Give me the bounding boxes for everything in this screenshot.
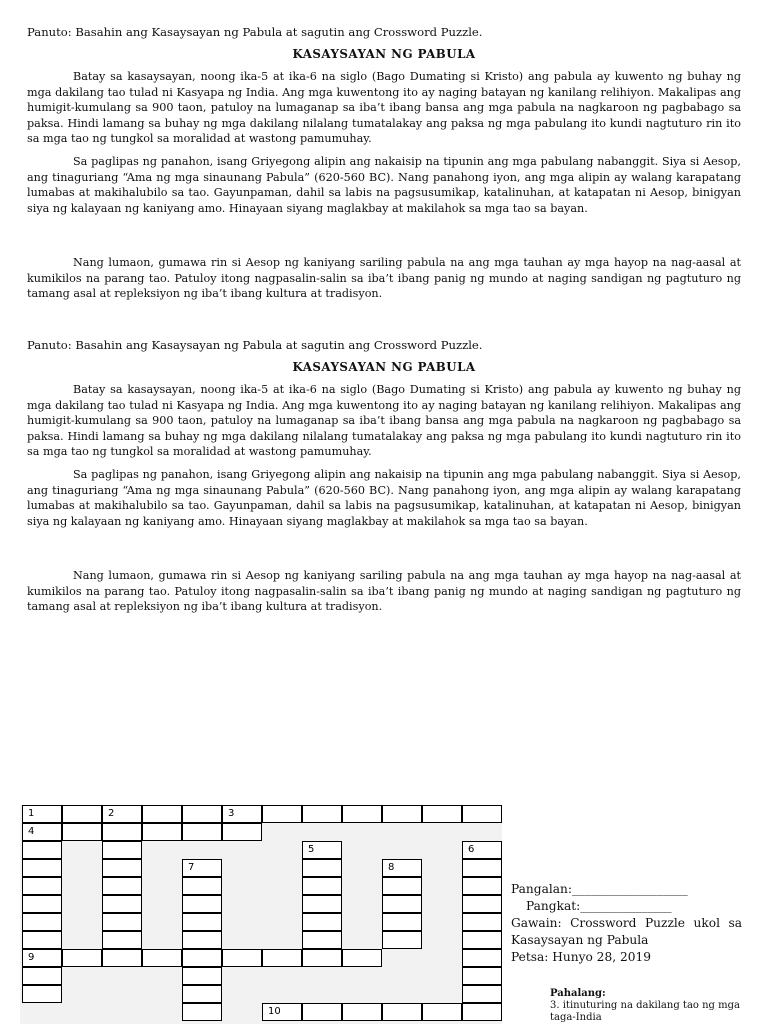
crossword-cell[interactable] bbox=[22, 823, 62, 841]
crossword-cell[interactable] bbox=[382, 913, 422, 931]
crossword-cell[interactable] bbox=[462, 805, 502, 823]
crossword-cell[interactable] bbox=[382, 877, 422, 895]
crossword-cell[interactable] bbox=[102, 913, 142, 931]
crossword-cell[interactable] bbox=[302, 1003, 342, 1021]
crossword-cell[interactable] bbox=[22, 913, 62, 931]
crossword-cell[interactable] bbox=[102, 895, 142, 913]
paragraph-1: Batay sa kasaysayan, noong ika-5 at ika-6 na siglo (Bago Dumating si Kristo) ang pabula ay kuwento ng buhay ng mga dakilang tao tulad ni Kasyapa ng India. Ang mga kuwentong ito ay naging batayan ng kanilang relihiyon. Makalipas ang humigit-kumulang sa 900 taon, patuloy na lumaganap sa iba’t ibang bansa ang mga pabula na nagkaroon ng pagbabago sa paksa. Hindi lamang sa buhay ng mga dakilang nilalang tumatalakay ang paksa ng mga pabulang ito kundi nagtuturo rin ito sa mga tao ng tungkol sa moralidad at wastong pamumuhay. bbox=[27, 70, 741, 146]
crossword-cell[interactable] bbox=[262, 1003, 302, 1021]
crossword-cell[interactable] bbox=[222, 823, 262, 841]
crossword-cell[interactable] bbox=[182, 949, 222, 967]
paragraph-2: Sa paglipas ng panahon, isang Griyegong alipin ang nakaisip na tipunin ang mga pabulang nabanggit. Siya si Aesop, ang tinaguriang “Ama ng mga sinaunang Pabula” (620-560 BC). Nang panahong iyon, ang mga alipin ay walang karapatang lumabas at makihalubilo sa tao. Gayunpaman, dahil sa labis na pagsusumikap, katalinuhan, at katapatan ni Aesop, binigyan siya ng kalayaan ng kaniyang amo. Hinayaan siyang maglakbay at makilahok sa mga tao sa bayan. bbox=[27, 468, 741, 528]
date-label: Petsa: Hunyo 28, 2019 bbox=[511, 950, 651, 964]
crossword-cell[interactable] bbox=[22, 967, 62, 985]
crossword-clue-number: 2 bbox=[108, 808, 115, 819]
crossword-cell[interactable] bbox=[342, 949, 382, 967]
crossword-cell[interactable] bbox=[102, 949, 142, 967]
crossword-clue-number: 1 bbox=[28, 808, 35, 819]
crossword-cell[interactable] bbox=[382, 895, 422, 913]
crossword-cell[interactable] bbox=[302, 913, 342, 931]
crossword-cell[interactable] bbox=[462, 985, 502, 1003]
reading-section-1 bbox=[27, 24, 741, 302]
crossword-cell[interactable] bbox=[302, 805, 342, 823]
crossword-cell[interactable] bbox=[102, 823, 142, 841]
crossword-cell[interactable] bbox=[62, 823, 102, 841]
crossword-cell[interactable] bbox=[462, 877, 502, 895]
crossword-clue-number: 9 bbox=[28, 952, 35, 963]
section-field-label[interactable]: Pangkat:_______________ bbox=[526, 899, 672, 913]
document-title: KASAYSAYAN NG PABULA bbox=[292, 360, 476, 374]
crossword-cell[interactable] bbox=[22, 895, 62, 913]
crossword-cell[interactable] bbox=[142, 805, 182, 823]
crossword-cell[interactable] bbox=[302, 949, 342, 967]
crossword-cell[interactable] bbox=[22, 859, 62, 877]
crossword-cell[interactable] bbox=[182, 895, 222, 913]
reading-section-2 bbox=[27, 337, 741, 615]
crossword-clue-number: 8 bbox=[388, 862, 395, 873]
crossword-cell[interactable] bbox=[342, 1003, 382, 1021]
crossword-cell[interactable] bbox=[22, 985, 62, 1003]
crossword-cell[interactable] bbox=[22, 805, 62, 823]
crossword-cell[interactable] bbox=[302, 877, 342, 895]
crossword-cell[interactable] bbox=[382, 805, 422, 823]
crossword-cell[interactable] bbox=[262, 805, 302, 823]
crossword-cell[interactable] bbox=[22, 877, 62, 895]
crossword-cell[interactable] bbox=[182, 805, 222, 823]
crossword-clue-number: 3 bbox=[228, 808, 235, 819]
crossword-cell[interactable] bbox=[302, 841, 342, 859]
crossword-cell[interactable] bbox=[182, 859, 222, 877]
crossword-cell[interactable] bbox=[102, 841, 142, 859]
crossword-cell[interactable] bbox=[262, 949, 302, 967]
crossword-cell[interactable] bbox=[182, 823, 222, 841]
paragraph-3: Nang lumaon, gumawa rin si Aesop ng kaniyang sariling pabula na ang mga tauhan ay mga hayop na nag-aasal at kumikilos na parang tao. Patuloy itong nagpasalin-salin sa iba’t ibang panig ng mundo at naging sandigan ng pagtuturo ng tamang asal at repleksiyon ng iba’t ibang kultura at tradisyon. bbox=[27, 569, 741, 614]
instruction-text: Panuto: Basahin ang Kasaysayan ng Pabula at sagutin ang Crossword Puzzle. bbox=[27, 338, 483, 352]
crossword-cell[interactable] bbox=[342, 805, 382, 823]
crossword-cell[interactable] bbox=[102, 877, 142, 895]
crossword-cell[interactable] bbox=[182, 967, 222, 985]
across-clue-3: 3. itinuturing na dakilang tao ng mga taga-India bbox=[550, 1000, 740, 1023]
paragraph-3: Nang lumaon, gumawa rin si Aesop ng kaniyang sariling pabula na ang mga tauhan ay mga hayop na nag-aasal at kumikilos na parang tao. Patuloy itong nagpasalin-salin sa iba’t ibang panig ng mundo at naging sandigan ng pagtuturo ng tamang asal at repleksiyon ng iba’t ibang kultura at tradisyon. bbox=[27, 256, 741, 301]
crossword-cell[interactable] bbox=[462, 841, 502, 859]
crossword-cell[interactable] bbox=[182, 877, 222, 895]
crossword-cell[interactable] bbox=[462, 967, 502, 985]
crossword-cell[interactable] bbox=[462, 895, 502, 913]
crossword-cell[interactable] bbox=[142, 823, 182, 841]
crossword-clue-number: 5 bbox=[308, 844, 315, 855]
crossword-cell[interactable] bbox=[142, 949, 182, 967]
crossword-cell[interactable] bbox=[22, 949, 62, 967]
crossword-cell[interactable] bbox=[22, 841, 62, 859]
paragraph-2: Sa paglipas ng panahon, isang Griyegong alipin ang nakaisip na tipunin ang mga pabulang nabanggit. Siya si Aesop, ang tinaguriang “Ama ng mga sinaunang Pabula” (620-560 BC). Nang panahong iyon, ang mga alipin ay walang karapatang lumabas at makihalubilo sa tao. Gayunpaman, dahil sa labis na pagsusumikap, katalinuhan, at katapatan ni Aesop, binigyan siya ng kalayaan ng kaniyang amo. Hinayaan siyang maglakbay at makilahok sa mga tao sa bayan. bbox=[27, 155, 741, 215]
crossword-cell[interactable] bbox=[462, 949, 502, 967]
activity-label: Gawain: Crossword Puzzle ukol sa Kasaysayan ng Pabula bbox=[511, 916, 742, 947]
crossword-cell[interactable] bbox=[422, 805, 462, 823]
crossword-cell[interactable] bbox=[222, 805, 262, 823]
crossword-cell[interactable] bbox=[62, 805, 102, 823]
student-info-panel bbox=[511, 881, 742, 966]
crossword-clue-number: 6 bbox=[468, 844, 475, 855]
crossword-cell[interactable] bbox=[302, 859, 342, 877]
crossword-cell[interactable] bbox=[462, 931, 502, 949]
crossword-cell[interactable] bbox=[182, 1003, 222, 1021]
crossword-cell[interactable] bbox=[462, 913, 502, 931]
crossword-cell[interactable] bbox=[222, 949, 262, 967]
crossword-clue-number: 4 bbox=[28, 826, 35, 837]
crossword-cell[interactable] bbox=[382, 859, 422, 877]
crossword-cell[interactable] bbox=[382, 931, 422, 949]
crossword-cell[interactable] bbox=[102, 931, 142, 949]
across-heading: Pahalang: bbox=[550, 988, 606, 999]
crossword-clue-number: 10 bbox=[268, 1006, 281, 1017]
crossword-cell[interactable] bbox=[62, 949, 102, 967]
paragraph-1: Batay sa kasaysayan, noong ika-5 at ika-6 na siglo (Bago Dumating si Kristo) ang pabula ay kuwento ng buhay ng mga dakilang tao tulad ni Kasyapa ng India. Ang mga kuwentong ito ay naging batayan ng kanilang relihiyon. Makalipas ang humigit-kumulang sa 900 taon, patuloy na lumaganap sa iba’t ibang bansa ang mga pabula na nagkaroon ng pagbabago sa paksa. Hindi lamang sa buhay ng mga dakilang nilalang tumatalakay ang paksa ng mga pabulang ito kundi nagtuturo rin ito sa mga tao ng tungkol sa moralidad at wastong pamumuhay. bbox=[27, 383, 741, 459]
crossword-grid bbox=[20, 805, 502, 1024]
crossword-cell[interactable] bbox=[462, 859, 502, 877]
crossword-cell[interactable] bbox=[422, 1003, 462, 1021]
instruction-text: Panuto: Basahin ang Kasaysayan ng Pabula at sagutin ang Crossword Puzzle. bbox=[27, 25, 483, 39]
crossword-cell[interactable] bbox=[102, 805, 142, 823]
crossword-clue-number: 7 bbox=[188, 862, 195, 873]
name-field-label[interactable]: Pangalan:___________________ bbox=[511, 882, 688, 896]
document-title: KASAYSAYAN NG PABULA bbox=[292, 47, 476, 61]
crossword-cell[interactable] bbox=[182, 931, 222, 949]
crossword-cell[interactable] bbox=[462, 1003, 502, 1021]
crossword-cell[interactable] bbox=[302, 895, 342, 913]
crossword-cell[interactable] bbox=[102, 859, 142, 877]
crossword-cell[interactable] bbox=[302, 931, 342, 949]
crossword-cell[interactable] bbox=[382, 1003, 422, 1021]
clues-panel bbox=[550, 988, 740, 1024]
crossword-cell[interactable] bbox=[182, 985, 222, 1003]
crossword-cell[interactable] bbox=[22, 931, 62, 949]
crossword-cell[interactable] bbox=[182, 913, 222, 931]
